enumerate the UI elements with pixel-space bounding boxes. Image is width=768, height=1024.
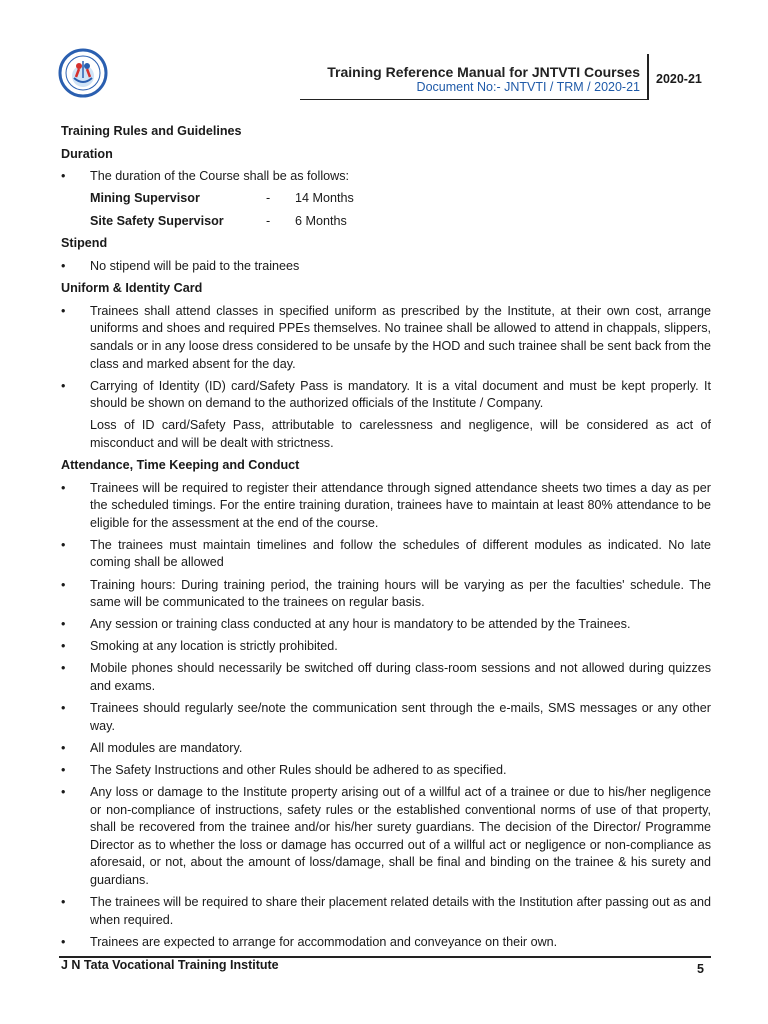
page-number: 5 — [697, 962, 704, 976]
list-item-text: The trainees must maintain timelines and follow the schedules of different modules as indicated. No late coming shall be allowed — [90, 537, 711, 570]
list-item-text: Trainees should regularly see/note the communication sent through the e-mails, SMS messages or any other way. — [90, 701, 711, 733]
list-item — [61, 660, 711, 695]
duration-list — [61, 168, 711, 186]
bullet-icon: • — [61, 895, 66, 910]
list-item-text: No stipend will be paid to the trainees — [90, 259, 300, 274]
bullet-icon: • — [61, 617, 66, 632]
uniform-list — [61, 303, 711, 413]
duration-row — [61, 213, 711, 231]
attendance-heading: Attendance, Time Keeping and Conduct — [61, 458, 300, 472]
bullet-icon: • — [61, 639, 66, 654]
dash: - — [266, 191, 271, 206]
bullet-icon: • — [61, 762, 66, 777]
stipend-heading: Stipend — [61, 236, 108, 251]
list-item-text: Training hours: During training period, the training hours will be varying as per the faculties' schedule. The same will be communicated to the trainees on regular basis. — [90, 577, 711, 610]
page-content — [61, 123, 711, 956]
list-item-text: Any loss or damage to the Institute property arising out of a willful act of a trainee or due to his/her negligence or non-compliance of instructions, safety rules or the established conventional norms of use of that property, shall be recovered from the trainee and/or his/her surety guardians. The decision of the Director/ Programme Director as to whether the loss or damage has occurred out of a willful act or negligence or non-compliance as aforesaid, or not, about the amount of loss/damage, shall be final and binding on the trainee & his surety and guardians. — [90, 785, 711, 887]
list-item-text: All modules are mandatory. — [90, 740, 243, 755]
list-item-text: Carrying of Identity (ID) card/Safety Pass is mandatory. It is a vital document and must be kept properly. It should be shown on demand to the authorized officials of the Institute / Company. — [90, 378, 711, 411]
duration-row — [61, 190, 711, 208]
bullet-icon: • — [61, 577, 66, 592]
uniform-note: Loss of ID card/Safety Pass, attributable to carelessness and negligence, will be considered as act of misconduct and will be dealt with strictness. — [90, 418, 711, 450]
list-item-text: The trainees will be required to share their placement related details with the Institution after passing out as and when required. — [90, 895, 711, 927]
course-duration: 14 Months — [295, 191, 354, 206]
list-item — [61, 537, 711, 572]
list-item-text: Trainees shall attend classes in specified uniform as prescribed by the Institute, at their own cost, arrange uniforms and shoes and required PPEs themselves. No trainee shall be allowed to attend in chappals, slippers, sandals or in any loose dress considered to be unsafe by the HOD and such trainee shall be sent back from the class and marked absent for the day. — [90, 303, 711, 371]
bullet-icon: • — [61, 169, 66, 184]
list-item — [61, 784, 711, 890]
list-item-text: The Safety Instructions and other Rules should be adhered to as specified. — [90, 762, 507, 777]
list-item-text: Smoking at any location is strictly prohibited. — [90, 639, 338, 654]
list-item — [61, 616, 711, 634]
dash: - — [266, 213, 271, 228]
bullet-icon: • — [61, 701, 66, 716]
list-item-text: Trainees will be required to register their attendance through signed attendance sheets two times a day as per the scheduled timings. For the entire training duration, trainees have to maintain at least 80% attendance to be eligible for the assessment at the end of the course. — [90, 480, 711, 530]
list-item-text: Trainees are expected to arrange for accommodation and conveyance on their own. — [90, 934, 558, 949]
list-item — [61, 638, 711, 656]
list-item — [61, 934, 711, 952]
list-item — [61, 700, 711, 735]
list-item — [61, 480, 711, 533]
bullet-icon: • — [61, 480, 66, 495]
bullet-icon: • — [61, 934, 66, 949]
list-item — [61, 258, 711, 276]
list-item — [61, 762, 711, 780]
document-number: Document No:- JNTVTI / TRM / 2020-21 — [416, 80, 640, 94]
header-underline — [300, 99, 649, 100]
bullet-icon: • — [61, 259, 66, 274]
institute-logo-icon — [58, 48, 108, 98]
list-item — [61, 577, 711, 612]
course-name: Mining Supervisor — [90, 191, 200, 206]
bullet-icon: • — [61, 537, 66, 552]
footer-institute: J N Tata Vocational Training Institute — [61, 958, 279, 972]
list-item — [61, 168, 711, 186]
attendance-list — [61, 480, 711, 952]
header-year: 2020-21 — [656, 72, 702, 86]
list-item-text: Mobile phones should necessarily be switched off during class-room sessions and not allowed during quizzes and exams. — [90, 661, 711, 694]
list-item — [61, 378, 711, 413]
bullet-icon: • — [61, 740, 66, 755]
bullet-icon: • — [61, 303, 66, 318]
list-item — [61, 740, 711, 758]
course-duration: 6 Months — [295, 213, 347, 228]
uniform-heading: Uniform & Identity Card — [61, 281, 203, 296]
page-header — [0, 0, 768, 110]
bullet-icon: • — [61, 661, 66, 676]
bullet-icon: • — [61, 378, 66, 393]
header-title: Training Reference Manual for JNTVTI Courses — [327, 64, 640, 80]
course-name: Site Safety Supervisor — [90, 213, 224, 228]
main-heading: Training Rules and Guidelines — [61, 124, 242, 138]
list-item-text: Any session or training class conducted at any hour is mandatory to be attended by the Trainees. — [90, 617, 631, 632]
duration-heading: Duration — [61, 146, 113, 161]
stipend-list — [61, 258, 711, 276]
list-item — [61, 303, 711, 373]
list-item-text: The duration of the Course shall be as follows: — [90, 169, 350, 184]
bullet-icon: • — [61, 785, 66, 799]
list-item — [61, 894, 711, 929]
header-divider — [647, 54, 649, 100]
